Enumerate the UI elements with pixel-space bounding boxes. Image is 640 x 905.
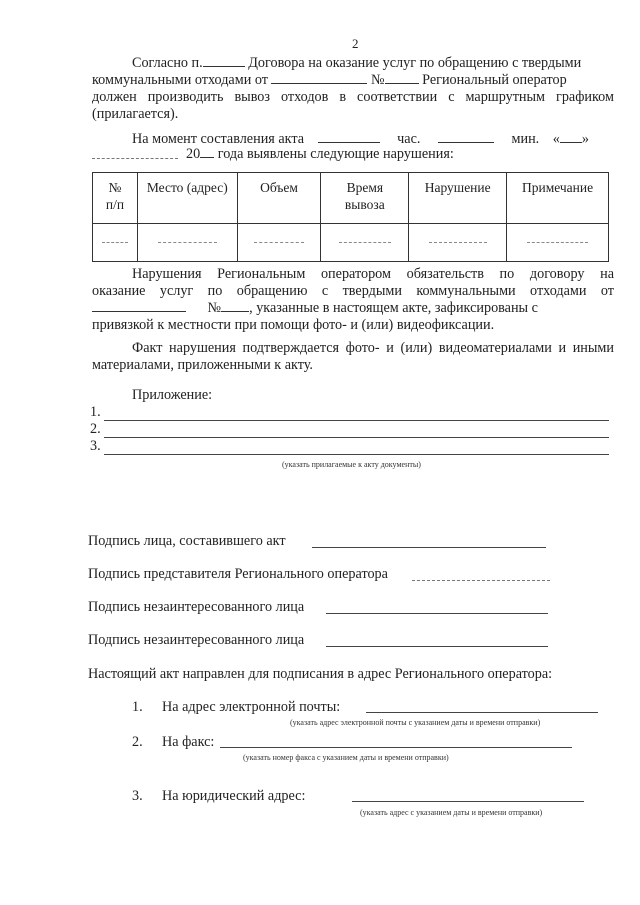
quote-open: «: [552, 131, 560, 147]
signature-line-2[interactable]: [412, 580, 550, 581]
table-cell[interactable]: [237, 224, 321, 262]
hours-label: час.: [397, 131, 421, 147]
signature-label: Подпись лица, составившего акт: [88, 533, 286, 549]
para2-text-a: На момент составления акта: [132, 131, 305, 147]
table-cell[interactable]: [409, 224, 507, 262]
para1-line4: (прилагается).: [92, 106, 179, 122]
para4-line2: материалами, приложенными к акту.: [92, 357, 313, 373]
sent-item-num: 2.: [132, 734, 143, 750]
signature-label: Подпись представителя Регионального оператора: [88, 566, 388, 582]
quote-close: »: [581, 131, 589, 147]
para2-line2: [186, 146, 454, 163]
header-cell: Примечание: [507, 173, 609, 224]
attachments-title: Приложение:: [132, 387, 213, 403]
year-blank[interactable]: [200, 146, 214, 158]
violation-number-blank[interactable]: [221, 300, 249, 312]
violation-date-blank[interactable]: [92, 300, 186, 312]
year-prefix: 20: [186, 146, 201, 162]
attachment-line-1[interactable]: [104, 420, 609, 421]
para1-line3: должен производить вывоз отходов в соответствии с маршрутным графиком: [92, 89, 614, 105]
header-cell: Место (адрес): [137, 173, 237, 224]
legal-address-hint: (указать адрес с указанием даты и времени отправки): [360, 808, 543, 817]
para3-line1: Нарушения Региональным оператором обязательств по договору на: [132, 266, 614, 282]
signature-line-4[interactable]: [326, 646, 548, 647]
sent-intro: Настоящий акт направлен для подписания в адрес Регионального оператора:: [88, 666, 553, 682]
page-number: 2: [352, 36, 359, 51]
header-cell: Нарушение: [409, 173, 507, 224]
para1-line2: [92, 72, 614, 89]
month-blank[interactable]: [92, 158, 178, 159]
header-cell: Время вывоза: [321, 173, 409, 224]
table-header-row: [93, 173, 609, 224]
para1-line2-num: №: [371, 72, 385, 88]
sent-item-num: 3.: [132, 788, 143, 804]
attachment-num: 2.: [90, 421, 101, 437]
attachment-line-3[interactable]: [104, 454, 609, 455]
cell-blank: [102, 242, 128, 243]
table-cell[interactable]: [137, 224, 237, 262]
cell-blank: [254, 242, 304, 243]
day-blank[interactable]: [560, 131, 582, 143]
email-hint: (указать адрес электронной почты с указанием даты и времени отправки): [290, 718, 541, 727]
email-line[interactable]: [366, 712, 598, 713]
fax-hint: (указать номер факса с указанием даты и времени отправки): [243, 753, 449, 762]
para1-line1: [132, 55, 581, 72]
para3-line2: оказание услуг по обращению с твердыми коммунальными отходами от: [92, 283, 614, 299]
para1-line2-a: коммунальными отходами от: [92, 72, 268, 88]
signature-label: Подпись незаинтересованного лица: [88, 599, 305, 615]
email-label: На адрес электронной почты:: [162, 699, 341, 715]
fax-line[interactable]: [220, 747, 572, 748]
fax-label: На факс:: [162, 734, 215, 750]
para1-line2-c: Региональный оператор: [422, 72, 567, 88]
cell-blank: [429, 242, 487, 243]
hour-context-blank[interactable]: [318, 131, 380, 143]
attachment-line-2[interactable]: [104, 437, 609, 438]
signature-line-1[interactable]: [312, 547, 546, 548]
table-cell[interactable]: [507, 224, 609, 262]
para1-text-b: Договора на оказание услуг по обращению с твердыми: [248, 55, 582, 71]
attachment-num: 3.: [90, 438, 101, 454]
minutes-label: мин.: [511, 131, 540, 147]
para1-text-a: Согласно п.: [132, 55, 203, 71]
clause-blank[interactable]: [203, 55, 245, 67]
legal-address-line[interactable]: [352, 801, 584, 802]
para3-line4: привязкой к местности при помощи фото- и (или) видеофиксации.: [92, 317, 495, 333]
para2-text-b: года выявлены следующие нарушения:: [217, 146, 454, 162]
sent-item-num: 1.: [132, 699, 143, 715]
para3-line3: [92, 300, 614, 317]
signature-label: Подпись незаинтересованного лица: [88, 632, 305, 648]
violation-num-label: №: [207, 300, 222, 316]
header-cell: Объем: [237, 173, 321, 224]
attachment-num: 1.: [90, 404, 101, 420]
table-cell[interactable]: [321, 224, 409, 262]
contract-date-blank[interactable]: [271, 72, 367, 84]
cell-blank: [339, 242, 391, 243]
hours-blank[interactable]: [438, 131, 494, 143]
para4-line1: Факт нарушения подтверждается фото- и (или) видеоматериалами и иными: [132, 340, 614, 356]
violations-table: [92, 172, 609, 262]
legal-address-label: На юридический адрес:: [162, 788, 306, 804]
contract-number-blank[interactable]: [385, 72, 419, 84]
attachments-hint: (указать прилагаемые к акту документы): [282, 460, 421, 469]
table-row: [93, 224, 609, 262]
cell-blank: [158, 242, 217, 243]
header-cell: № п/п: [93, 173, 138, 224]
table-cell[interactable]: [93, 224, 138, 262]
para3-line3-text: , указанные в настоящем акте, зафиксированы с: [249, 300, 538, 316]
signature-line-3[interactable]: [326, 613, 548, 614]
cell-blank: [527, 242, 588, 243]
